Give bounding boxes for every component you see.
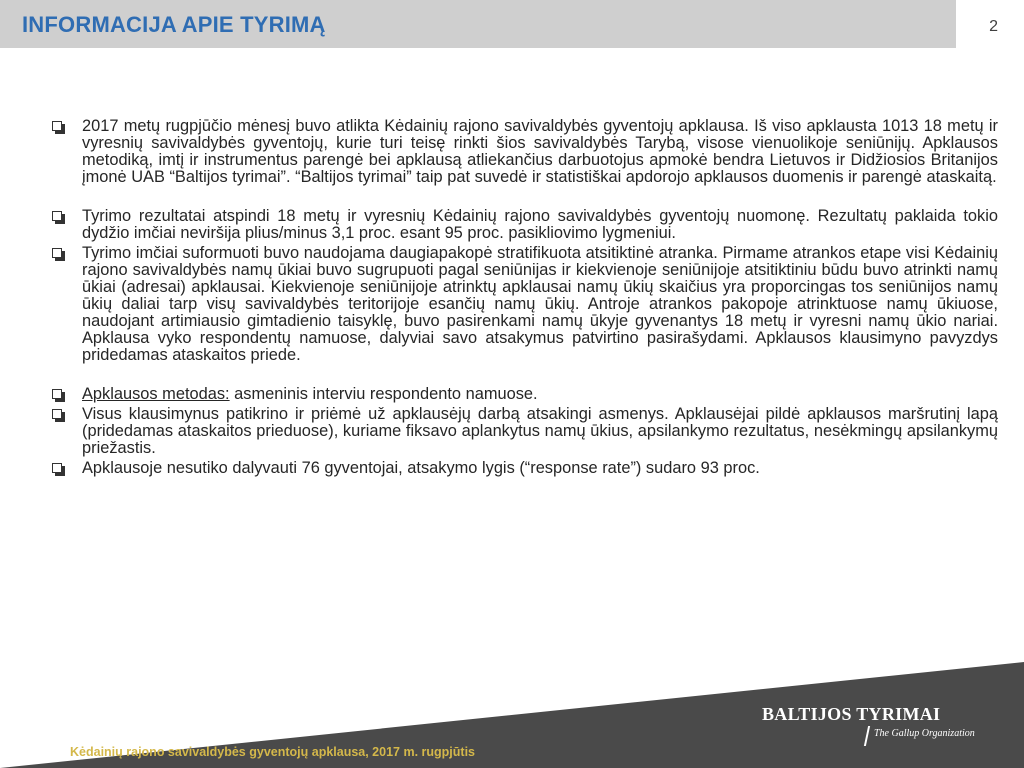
- bullet-text: asmeninis interviu respondento namuose.: [229, 385, 538, 403]
- logo-tagline: The Gallup Organization: [874, 728, 975, 739]
- page-title: INFORMACIJA APIE TYRIMĄ: [22, 12, 326, 37]
- footer-caption: Kėdainių rajono savivaldybės gyventojų apklausa, 2017 m. rugpjūtis: [70, 745, 475, 759]
- bullet-label: Apklausos metodas:: [82, 385, 230, 403]
- logo-wordmark: BALTIJOS TYRIMAI: [762, 704, 941, 724]
- company-logo: [762, 704, 975, 739]
- bullet-text: Tyrimo imčiai suformuoti buvo naudojama daugiapakopė stratifikuota atsitiktinė atranka. Pirmame atrankos etape visi Kėdainių rajono savivaldybės namų ūkiai buvo sugrupuoti pagal seniūnijas ir kiekvienoje seniūnijoje atsitiktiniu būdu buvo atrinkti namų ūkiai (adresai) apklausai. Kiekvienoje seniūnijoje atrinktų apklausai namų ūkių skaičius yra proporcingas tos seniūnijos namų ūkių daliai tarp visų savivaldybės teritorijoje esančių namų ūkių. Antroje atrankos pakopoje atrinktuose namų ūkiuose, naudojant artimiausio gimtadienio taisyklę, buvo pasirenkami namų ūkyje gyvenantys 18 metų ir vyresni namų ūkio nariai. Apklausa vyko respondentų namuose, dalyviai savo atsakymus patvirtino pasirašydami. Apklausos klausimyno pavyzdys pridedamas ataskaitos priede.: [82, 244, 998, 364]
- page-number: 2: [989, 18, 998, 35]
- bullet-text: Visus klausimynus patikrino ir priėmė už apklausėjų darbą atsakingi asmenys. Apklausėjai pildė apklausos maršrutinį lapą (pridedamas ataskaitos prieduose), kuriame fiksavo aplankytus namų ūkius, apsilankymo rezultatus, nesėkmingų apsilankymų priežastis.: [82, 405, 998, 457]
- bullet-text: 2017 metų rugpjūčio mėnesį buvo atlikta Kėdainių rajono savivaldybės gyventojų apklausa. Iš viso apklausta 1013 18 metų ir vyresnių savivaldybės gyventojų, kurie turi teisę rinkti šios savivaldybės Tarybą, visose vienuolikoje seniūnijų. Apklausos metodiką, imtį ir instrumentus parengė bei apklausą atliekančius darbuotojus apmokė bendra Lietuvos ir Didžiosios Britanijos įmonė UAB “Baltijos tyrimai”. “Baltijos tyrimai” taip pat suvedė ir statistiškai apdorojo apklausos duomenis ir parengė ataskaitą.: [82, 117, 998, 186]
- bullet-text: Apklausoje nesutiko dalyvauti 76 gyventojai, atsakymo lygis (“response rate”) sudaro 93 proc.: [82, 459, 760, 477]
- bullet-text: Tyrimo rezultatai atspindi 18 metų ir vyresnių Kėdainių rajono savivaldybės gyventojų nuomonę. Rezultatų paklaida tokio dydžio imčiai neviršija plius/minus 3,1 proc. esant 95 proc. pasikliovimo lygmeniui.: [82, 207, 998, 242]
